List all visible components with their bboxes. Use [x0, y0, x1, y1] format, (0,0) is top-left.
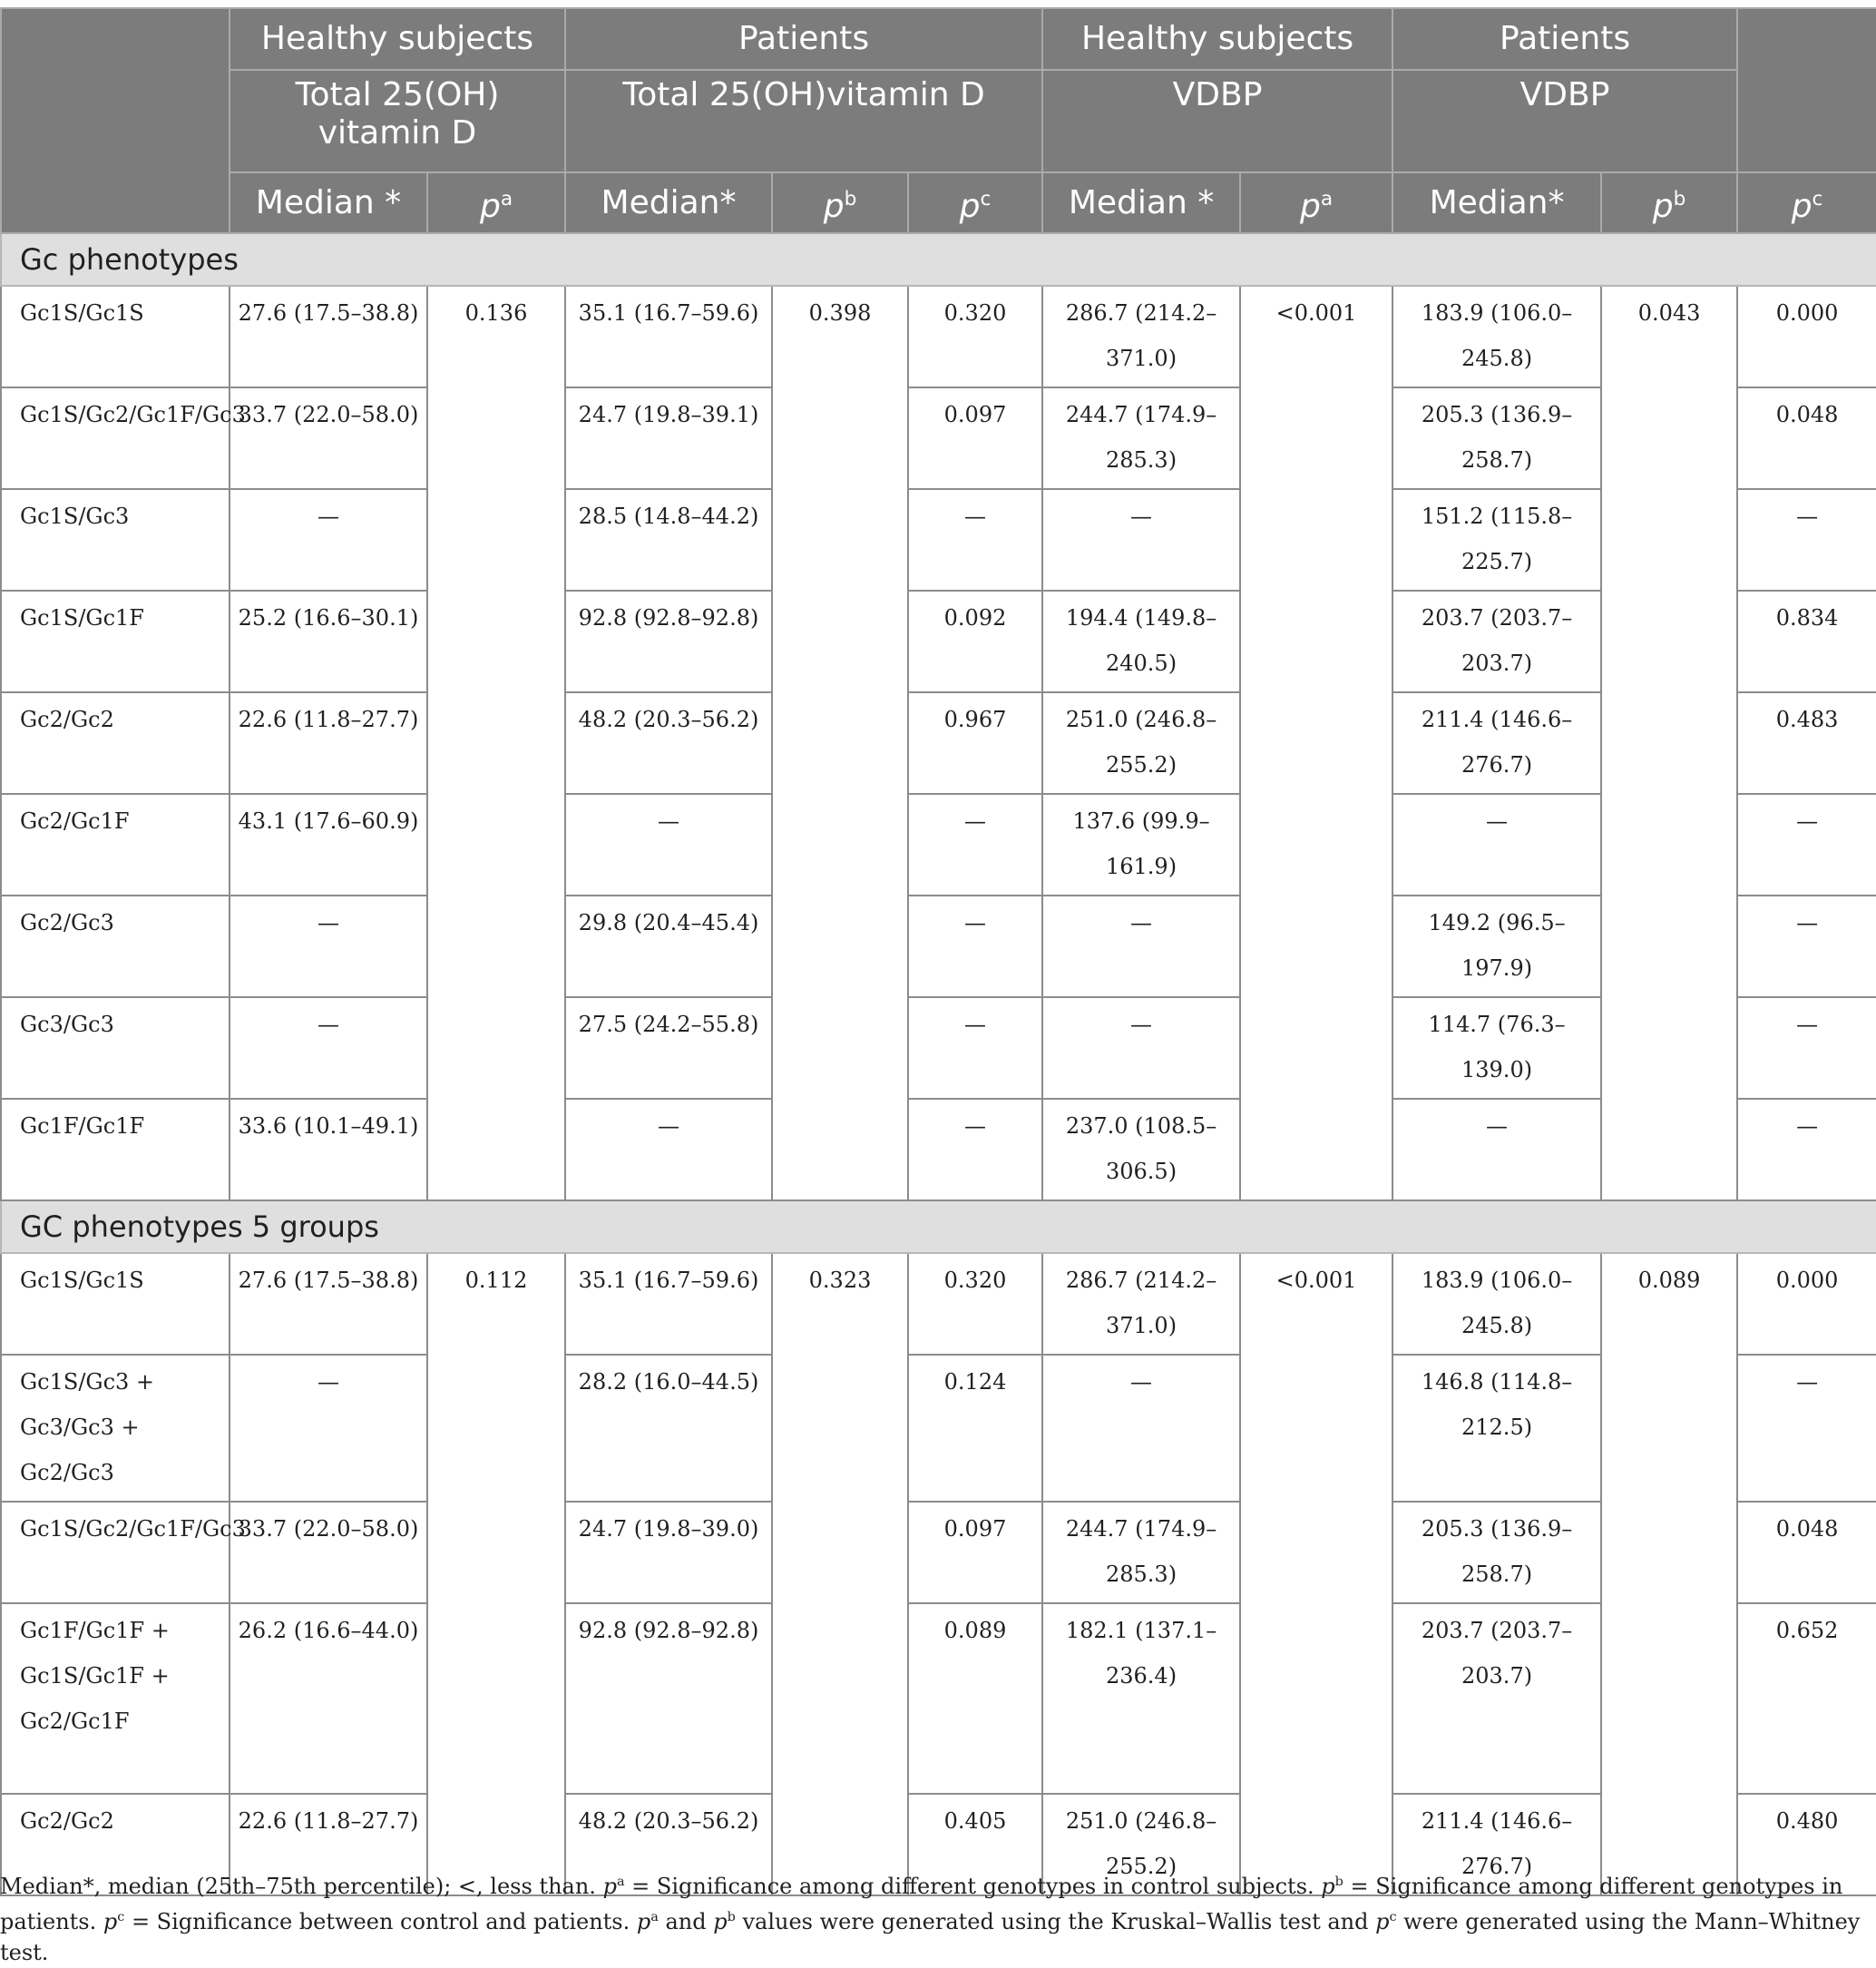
row-label: Gc2/Gc2 — [1, 1794, 230, 1895]
vitd-pc: 0.097 — [908, 387, 1042, 489]
patients-vitd-median: 29.8 (20.4–45.4) — [565, 896, 772, 997]
patients-vdbp-median: 151.2 (115.8–225.7) — [1392, 489, 1601, 591]
healthy-vdbp-median: 194.4 (149.8–240.5) — [1042, 591, 1240, 692]
healthy-vitd-median: — — [230, 997, 427, 1099]
patients-vdbp-median: 149.2 (96.5–197.9) — [1392, 896, 1601, 997]
patients-vitd-p: 0.398 — [772, 286, 908, 1200]
median-header: Median * — [230, 172, 427, 233]
healthy-vitd-median: 43.1 (17.6–60.9) — [230, 794, 427, 896]
pc-header: $p^c$ — [1737, 172, 1876, 233]
vdbp-pc: — — [1737, 896, 1876, 997]
vitd-pc: 0.124 — [908, 1355, 1042, 1502]
table-row — [1, 896, 1876, 997]
patients-vitd-median: 92.8 (92.8–92.8) — [565, 591, 772, 692]
group-header-patients-vdbp: Patients — [1392, 8, 1737, 70]
vdbp-pc: 0.000 — [1737, 286, 1876, 387]
table-row — [1, 1502, 1876, 1603]
vitd-pc: 0.320 — [908, 1253, 1042, 1355]
empty-header — [1737, 8, 1876, 172]
healthy-vitd-median: — — [230, 489, 427, 591]
healthy-vitd-median: 27.6 (17.5–38.8) — [230, 286, 427, 387]
table-header — [1, 8, 1876, 233]
healthy-vdbp-median: 251.0 (246.8–255.2) — [1042, 1794, 1240, 1895]
section-header — [1, 1200, 1876, 1253]
vdbp-pc: 0.483 — [1737, 692, 1876, 794]
patients-vdbp-median: 114.7 (76.3–139.0) — [1392, 997, 1601, 1099]
patients-vitd-median: 35.1 (16.7–59.6) — [565, 1253, 772, 1355]
healthy-vdbp-median: 251.0 (246.8–255.2) — [1042, 692, 1240, 794]
healthy-vitd-median: 26.2 (16.6–44.0) — [230, 1603, 427, 1794]
median-header: Median* — [565, 172, 772, 233]
patients-vdbp-median: 205.3 (136.9–258.7) — [1392, 1502, 1601, 1603]
measure-header-healthy-vdbp: VDBP — [1042, 70, 1392, 172]
healthy-vitd-median: 22.6 (11.8–27.7) — [230, 692, 427, 794]
corner-header — [1, 8, 230, 233]
table-row — [1, 1355, 1876, 1502]
vitd-pc: 0.097 — [908, 1502, 1042, 1603]
patients-vdbp-median: 146.8 (114.8–212.5) — [1392, 1355, 1601, 1502]
group-header-patients-vitd: Patients — [565, 8, 1042, 70]
patients-vdbp-median: — — [1392, 794, 1601, 896]
table-row — [1, 591, 1876, 692]
vdbp-pc: — — [1737, 997, 1876, 1099]
pa-header: $p^a$ — [1240, 172, 1392, 233]
vitd-pc: 0.405 — [908, 1794, 1042, 1895]
table-row — [1, 794, 1876, 896]
vdbp-pc: 0.048 — [1737, 387, 1876, 489]
healthy-vdbp-median: 244.7 (174.9–285.3) — [1042, 387, 1240, 489]
patients-vdbp-median: 203.7 (203.7–203.7) — [1392, 591, 1601, 692]
healthy-vdbp-p: <0.001 — [1240, 1253, 1392, 1895]
patients-vitd-median: — — [565, 1099, 772, 1200]
vdbp-pc: 0.480 — [1737, 1794, 1876, 1895]
healthy-vitd-median: 22.6 (11.8–27.7) — [230, 1794, 427, 1895]
patients-vdbp-median: 205.3 (136.9–258.7) — [1392, 387, 1601, 489]
patients-vdbp-median: 203.7 (203.7–203.7) — [1392, 1603, 1601, 1794]
vdbp-pc: 0.048 — [1737, 1502, 1876, 1603]
results-table — [0, 7, 1876, 1896]
median-header: Median* — [1392, 172, 1601, 233]
table-row — [1, 692, 1876, 794]
healthy-vitd-median: — — [230, 1355, 427, 1502]
healthy-vdbp-median: 286.7 (214.2–371.0) — [1042, 286, 1240, 387]
row-label: Gc1F/Gc1F — [1, 1099, 230, 1200]
patients-vdbp-median: 183.9 (106.0–245.8) — [1392, 1253, 1601, 1355]
measure-header-healthy-vitd: Total 25(OH) vitamin D — [230, 70, 565, 172]
pb-header: $p^b$ — [772, 172, 908, 233]
healthy-vdbp-median: 137.6 (99.9–161.9) — [1042, 794, 1240, 896]
row-label: Gc2/Gc2 — [1, 692, 230, 794]
group-header-healthy-vitd: Healthy subjects — [230, 8, 565, 70]
patients-vitd-median: 28.2 (16.0–44.5) — [565, 1355, 772, 1502]
median-header: Median * — [1042, 172, 1240, 233]
row-label: Gc1S/Gc2/Gc1F/Gc3 — [1, 387, 230, 489]
patients-vitd-median: 48.2 (20.3–56.2) — [565, 692, 772, 794]
row-label: Gc2/Gc1F — [1, 794, 230, 896]
group-header-healthy-vdbp: Healthy subjects — [1042, 8, 1392, 70]
vdbp-pc: — — [1737, 489, 1876, 591]
row-label: Gc1S/Gc1F — [1, 591, 230, 692]
patients-vdbp-median: 183.9 (106.0–245.8) — [1392, 286, 1601, 387]
table-footnote: Median*, median (25th–75th percentile); <, less than. $p^a$ = Significance among different genotypes in control subjects. $p^b$ = Significance among different genotypes in patients. $p^c$ = Significance between control and patients. $p^a$ and $p^b$ values were generated using the Kruskal–Wallis test and $p^c$ were generated using the Mann–Whitney test. — [0, 1874, 1861, 1965]
vitd-pc: 0.320 — [908, 286, 1042, 387]
pc-header: $p^c$ — [908, 172, 1042, 233]
healthy-vdbp-median: 237.0 (108.5–306.5) — [1042, 1099, 1240, 1200]
patients-vitd-median: 35.1 (16.7–59.6) — [565, 286, 772, 387]
vitd-pc: — — [908, 1099, 1042, 1200]
vdbp-pc: 0.000 — [1737, 1253, 1876, 1355]
healthy-vdbp-p: <0.001 — [1240, 286, 1392, 1200]
healthy-vitd-p: 0.112 — [427, 1253, 565, 1895]
patients-vdbp-median: — — [1392, 1099, 1601, 1200]
healthy-vdbp-median: 286.7 (214.2–371.0) — [1042, 1253, 1240, 1355]
vitd-pc: — — [908, 997, 1042, 1099]
row-label: Gc1S/Gc3 + Gc3/Gc3 + Gc2/Gc3 — [1, 1355, 230, 1502]
healthy-vitd-median: 25.2 (16.6–30.1) — [230, 591, 427, 692]
pa-header: $p^a$ — [427, 172, 565, 233]
healthy-vdbp-median: — — [1042, 896, 1240, 997]
table-row — [1, 286, 1876, 387]
patients-vitd-median: 48.2 (20.3–56.2) — [565, 1794, 772, 1895]
healthy-vitd-median: — — [230, 896, 427, 997]
patients-vitd-median: — — [565, 794, 772, 896]
patients-vitd-median: 24.7 (19.8–39.0) — [565, 1502, 772, 1603]
patients-vdbp-p: 0.043 — [1601, 286, 1737, 1200]
healthy-vdbp-median: 182.1 (137.1–236.4) — [1042, 1603, 1240, 1794]
vitd-pc: — — [908, 794, 1042, 896]
patients-vitd-median: 92.8 (92.8–92.8) — [565, 1603, 772, 1794]
patients-vdbp-p: 0.089 — [1601, 1253, 1737, 1895]
healthy-vdbp-median: 244.7 (174.9–285.3) — [1042, 1502, 1240, 1603]
healthy-vdbp-median: — — [1042, 489, 1240, 591]
pb-header: $p^b$ — [1601, 172, 1737, 233]
table-row — [1, 387, 1876, 489]
healthy-vitd-median: 33.6 (10.1–49.1) — [230, 1099, 427, 1200]
table-row — [1, 1603, 1876, 1794]
measure-header-patients-vitd: Total 25(OH)vitamin D — [565, 70, 1042, 172]
vitd-pc: — — [908, 489, 1042, 591]
healthy-vitd-median: 33.7 (22.0–58.0) — [230, 1502, 427, 1603]
table-body — [1, 233, 1876, 1895]
patients-vdbp-median: 211.4 (146.6–276.7) — [1392, 692, 1601, 794]
vdbp-pc: — — [1737, 1355, 1876, 1502]
row-label: Gc1S/Gc3 — [1, 489, 230, 591]
row-label: Gc3/Gc3 — [1, 997, 230, 1099]
vitd-pc: — — [908, 896, 1042, 997]
table-row — [1, 997, 1876, 1099]
patients-vitd-median: 24.7 (19.8–39.1) — [565, 387, 772, 489]
vitd-pc: 0.967 — [908, 692, 1042, 794]
healthy-vitd-p: 0.136 — [427, 286, 565, 1200]
row-label: Gc1S/Gc1S — [1, 286, 230, 387]
table-row — [1, 1099, 1876, 1200]
section-header — [1, 233, 1876, 286]
measure-header-patients-vdbp: VDBP — [1392, 70, 1737, 172]
vdbp-pc: — — [1737, 1099, 1876, 1200]
patients-vitd-median: 28.5 (14.8–44.2) — [565, 489, 772, 591]
row-label: Gc1S/Gc1S — [1, 1253, 230, 1355]
vitd-pc: 0.089 — [908, 1603, 1042, 1794]
vitd-pc: 0.092 — [908, 591, 1042, 692]
healthy-vitd-median: 33.7 (22.0–58.0) — [230, 387, 427, 489]
row-label: Gc1S/Gc2/Gc1F/Gc3 — [1, 1502, 230, 1603]
row-label: Gc1F/Gc1F + Gc1S/Gc1F + Gc2/Gc1F — [1, 1603, 230, 1794]
table-row — [1, 1253, 1876, 1355]
vdbp-pc: 0.652 — [1737, 1603, 1876, 1794]
vdbp-pc: — — [1737, 794, 1876, 896]
section-title: Gc phenotypes — [1, 233, 1876, 286]
table-row — [1, 489, 1876, 591]
healthy-vdbp-median: — — [1042, 1355, 1240, 1502]
patients-vdbp-median: 211.4 (146.6–276.7) — [1392, 1794, 1601, 1895]
healthy-vdbp-median: — — [1042, 997, 1240, 1099]
healthy-vitd-median: 27.6 (17.5–38.8) — [230, 1253, 427, 1355]
vdbp-pc: 0.834 — [1737, 591, 1876, 692]
patients-vitd-median: 27.5 (24.2–55.8) — [565, 997, 772, 1099]
row-label: Gc2/Gc3 — [1, 896, 230, 997]
section-title: GC phenotypes 5 groups — [1, 1200, 1876, 1253]
patients-vitd-p: 0.323 — [772, 1253, 908, 1895]
